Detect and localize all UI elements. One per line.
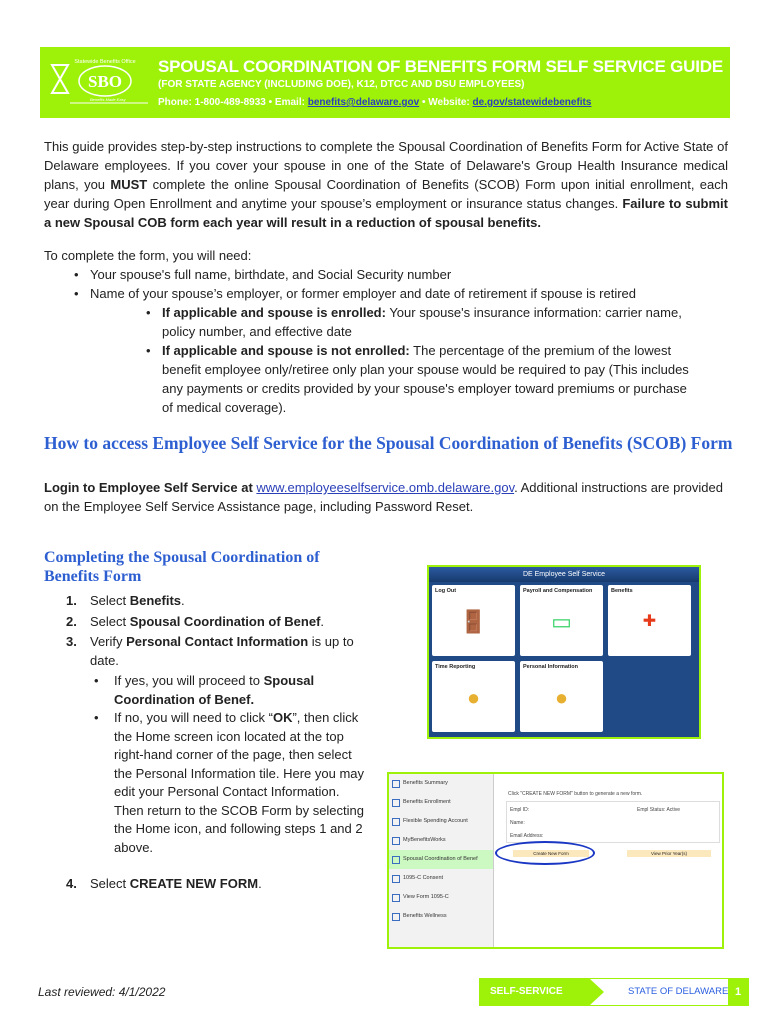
scob-screenshot	[387, 772, 724, 949]
menu-item-selected: Spousal Coordination of Benef	[389, 850, 493, 869]
header-banner	[40, 47, 730, 118]
tile-personal-information: Personal Information ●	[520, 661, 603, 732]
page-number: 1	[728, 979, 748, 1005]
list-item: • Your spouse's full name, birthdate, and Social Security number	[44, 265, 734, 284]
tile-time-reporting: Time Reporting ●	[432, 661, 515, 732]
tile-payroll: Payroll and Compensation ▭	[520, 585, 603, 656]
phone: Phone: 1-800-489-8933	[158, 97, 266, 108]
ess-home-screenshot	[427, 565, 701, 739]
menu-item: Benefits Summary	[389, 774, 493, 793]
step-3: 3. Verify Personal Contact Information is up to date.	[66, 634, 354, 668]
separator: •	[268, 97, 273, 108]
badge-guide: SELF-SERVICE GUIDE	[480, 979, 590, 1005]
benefits-menu	[389, 774, 494, 947]
badge-state: STATE OF DELAWARE	[628, 986, 729, 997]
step-2: 2. Select Spousal Coordination of Benef.	[66, 613, 325, 629]
create-new-form-button: Create New Form	[513, 850, 589, 857]
highlight-circle	[495, 841, 595, 865]
guide-title: SPOUSAL COORDINATION OF BENEFITS FORM SELF SERVICE GUIDE	[158, 57, 723, 76]
completing-heading: Completing the Spousal Coordination of Benefits Form	[44, 549, 320, 585]
requirements-lead: To complete the form, you will need:	[44, 248, 252, 263]
menu-item: 1095-C Consent	[389, 869, 493, 888]
list-item: • If applicable and spouse is not enrolled: The percentage of the premium of the lowest benefit employee only/retiree only plan your spouse would be required to pay (This includes any payments or credits provided by your spouse's employer toward premiums or purchase of medical coverage).	[44, 341, 734, 417]
menu-item: Benefits Enrollment	[389, 793, 493, 812]
step-4: 4. Select CREATE NEW FORM.	[66, 876, 262, 891]
step-3-yes: • If yes, you will proceed to Spousal Coordination of Benef.	[90, 672, 366, 709]
guide-subtitle: (FOR STATE AGENCY (INCLUDING DOE), K12, DTCC AND DSU EMPLOYEES)	[158, 79, 525, 90]
step-1: 1. Select Benefits.	[66, 593, 185, 608]
list-item: • If applicable and spouse is enrolled: Your spouse's insurance information: carrier name, policy number, and effective date	[44, 303, 734, 341]
intro-paragraph: This guide provides step-by-step instructions to complete the Spousal Coordination of Benefits Form for Active State of Delaware employees. If you cover your spouse in one of the State of Delaware's Group Health Insurance medical plans, you MUST complete the online Spousal Coordination of Benefits (SCOB) Form upon initial enrollment, each year during Open Enrollment and anytime your spouse’s employment or insurance status changes. Failure to submit a new Spousal COB form each year will result in a reduction of spousal benefits.	[44, 139, 729, 230]
email-link[interactable]: benefits@delaware.gov	[307, 97, 420, 108]
tile-benefits: Benefits ✚	[608, 585, 691, 656]
email-label: Email:	[274, 97, 305, 108]
employee-info-box	[506, 801, 720, 843]
badge-arrow	[590, 979, 604, 1005]
website-label: Website:	[428, 97, 470, 108]
ess-link[interactable]: www.employeeselfservice.omb.delaware.gov	[256, 480, 515, 495]
menu-item: MyBenefitsWorks	[389, 831, 493, 850]
website-link[interactable]: de.gov/statewidebenefits	[472, 97, 592, 108]
svg-text:Statewide Benefits Office: Statewide Benefits Office	[74, 59, 136, 65]
access-heading: How to access Employee Self Service for the Spousal Coordination of Benefits (SCOB) Form	[44, 433, 733, 453]
money-icon: ▭	[551, 609, 572, 634]
separator: •	[421, 97, 426, 108]
steps-list	[66, 592, 366, 896]
footer-badge	[479, 978, 749, 1023]
empl-id: Empl ID:	[510, 807, 530, 813]
menu-item: Flexible Spending Account	[389, 812, 493, 831]
svg-text:SBO: SBO	[87, 72, 123, 91]
view-prior-years-button: View Prior Year(s)	[627, 850, 711, 857]
name-label: Name:	[510, 820, 525, 826]
svg-text:Benefits Made Easy: Benefits Made Easy	[90, 97, 126, 102]
door-icon: 🚪	[459, 609, 488, 634]
login-paragraph: Login to Employee Self Service at www.employeeselfservice.omb.delaware.gov. Additional instructions are provided on the Employee Self Service Assistance page, including Password Reset.	[44, 480, 723, 514]
person-edit-icon: ●	[554, 685, 569, 710]
benefits-icon: ✚	[642, 613, 657, 630]
tile-log-out: Log Out 🚪	[432, 585, 515, 656]
requirements	[44, 246, 734, 417]
scob-main	[499, 774, 722, 947]
last-reviewed: Last reviewed: 4/1/2022	[38, 985, 166, 999]
list-item: • Name of your spouse’s employer, or former employer and date of retirement if spouse is retired	[44, 284, 734, 303]
menu-item: View Form 1095-C	[389, 888, 493, 907]
step-3-no: • If no, you will need to click “OK”, then click the Home screen icon located at the top right-hand corner of the page, then select the Personal Information tile. Here you may edit your Personal Contact Information. Then return to the SCOB Form by selecting the Home icon, and following steps 1 and 2 above.	[90, 709, 366, 857]
ess-title-bar: DE Employee Self Service	[429, 567, 699, 582]
email-label: Email Address:	[510, 833, 544, 839]
menu-item: Benefits Wellness	[389, 907, 493, 926]
sbo-logo	[50, 55, 150, 111]
instruction-text: Click "CREATE NEW FORM" button to generate a new form.	[508, 791, 643, 797]
person-clock-icon: ●	[466, 685, 481, 710]
empl-status: Empl Status: Active	[637, 807, 681, 813]
contact-line	[158, 97, 591, 108]
